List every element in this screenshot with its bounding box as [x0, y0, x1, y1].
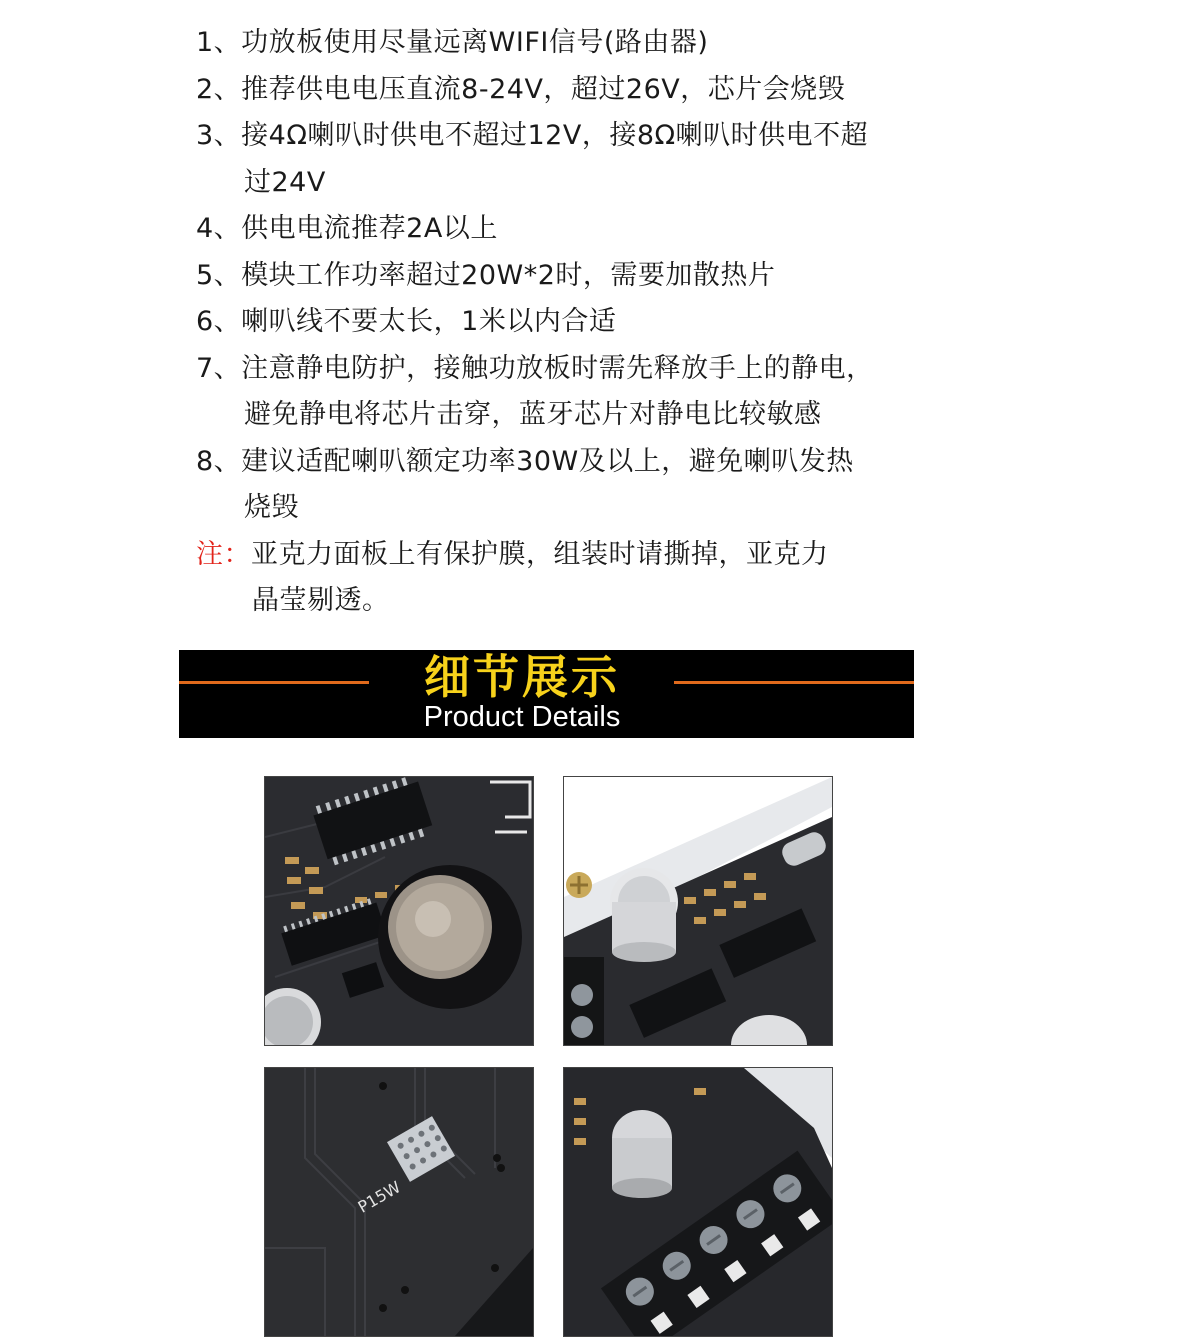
banner-title-chinese: 细节展示 [424, 650, 620, 704]
warning-note-continued: 晶莹剔透。 [252, 585, 390, 616]
note-item-2: 2、推荐供电电压直流8-24V，超过26V，芯片会烧毁 [196, 73, 846, 105]
banner-title-english: Product Details [423, 701, 621, 733]
note-item-3-continued: 过24V [244, 166, 326, 198]
instructions-list [196, 20, 916, 625]
warning-text: 亚克力面板上有保护膜，组装时请撕掉，亚克力 [251, 538, 829, 570]
note-item-7: 7、注意静电防护，接触功放板时需先释放手上的静电， [196, 352, 874, 384]
note-item-8: 8、建议适配喇叭额定功率30W及以上，避免喇叭发热 [196, 445, 854, 477]
product-photo-chip-area [264, 776, 534, 1046]
product-photo-board-back [264, 1067, 534, 1337]
product-photo-terminals [563, 1067, 833, 1337]
note-item-5: 5、模块工作功率超过20W*2时，需要加散热片 [196, 259, 776, 291]
product-photo-capacitor [563, 776, 833, 1046]
warning-label: 注： [196, 538, 251, 570]
board-silkscreen-label: P15W [354, 1177, 404, 1217]
note-item-6: 6、喇叭线不要太长，1米以内合适 [196, 306, 617, 337]
note-item-7-continued: 避免静电将芯片击穿，蓝牙芯片对静电比较敏感 [244, 399, 822, 430]
note-item-3: 3、接4Ω喇叭时供电不超过12V，接8Ω喇叭时供电不超 [196, 120, 869, 151]
note-item-4: 4、供电电流推荐2A以上 [196, 213, 498, 244]
warning-note [196, 532, 916, 579]
section-banner [179, 650, 914, 738]
note-item-8-continued: 烧毁 [244, 492, 299, 523]
note-item-1: 1、功放板使用尽量远离WIFI信号(路由器) [196, 27, 709, 58]
